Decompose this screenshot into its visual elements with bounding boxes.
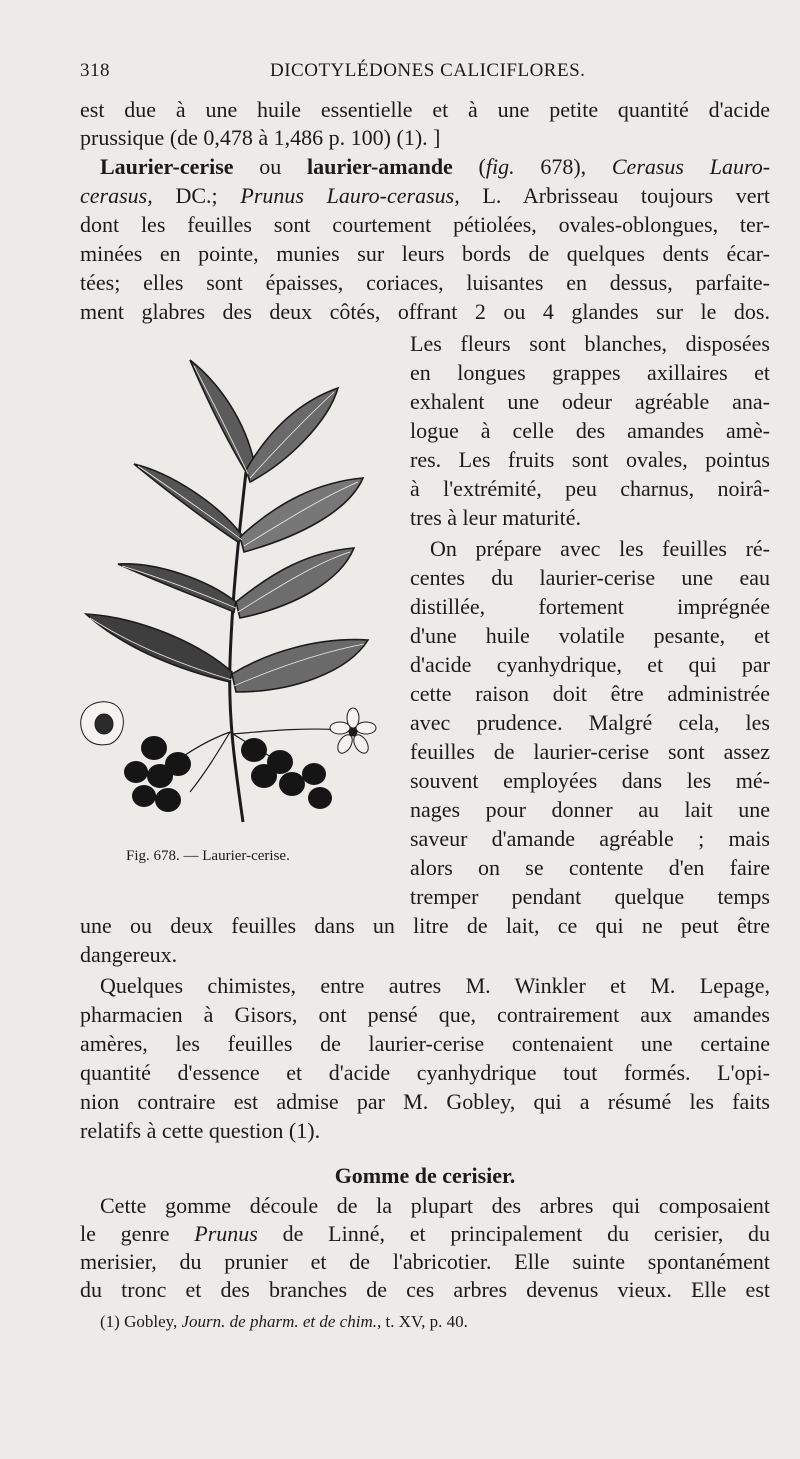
text-line: une ou deux feuilles dans un litre de lait, ce qui ne peut être (80, 913, 770, 938)
species-name: Laurier-cerise (100, 154, 234, 179)
text-line: amères, les feuilles de laurier-cerise contenaient une certaine (80, 1031, 770, 1056)
text-line: Les fleurs sont blanches, disposées (410, 331, 770, 356)
text-line: ment glabres des deux côtés, offrant 2 ou 4 glandes sur le dos. (80, 299, 770, 324)
text-line: tres à leur maturité. (410, 505, 582, 530)
text-line: Quelques chimistes, entre autres M. Winkler et M. Lepage, (100, 973, 770, 998)
text-line: exhalent une odeur agréable ana- (410, 389, 770, 414)
text-line: logue à celle des amandes amè- (410, 418, 770, 443)
text-line: d'acide cyanhydrique, et qui par (410, 652, 770, 677)
text-line: On prépare avec les feuilles ré- (430, 536, 770, 561)
text-line: nages pour donner au lait une (410, 797, 770, 822)
text-line: centes du laurier-cerise une eau (410, 565, 770, 590)
text-line: à l'extrémité, peu charnus, noirâ- (410, 476, 770, 501)
text-line: en longues grappes axillaires et (410, 360, 770, 385)
laurel-cherry-illustration (78, 352, 378, 842)
text-line: tées; elles sont épaisses, coriaces, luisantes en dessus, parfaite- (80, 270, 770, 295)
text-line: prussique (de 0,478 à 1,486 p. 100) (1). ] (80, 125, 441, 150)
text-line: nion contraire est admise par M. Gobley, qui a résumé les faits (80, 1089, 770, 1114)
text-line: merisier, du prunier et de l'abricotier. Elle suinte spontanément (80, 1249, 770, 1274)
text-line: Cette gomme découle de la plupart des arbres qui composaient (100, 1193, 770, 1218)
text-line: cerasus, DC.; Prunus Lauro-cerasus, L. Arbrisseau toujours vert (80, 183, 770, 208)
footnote: (1) Gobley, Journ. de pharm. et de chim., t. XV, p. 40. (100, 1312, 468, 1331)
text-line: Laurier-cerise ou laurier-amande (fig. 678), Cerasus Lauro- (100, 154, 771, 179)
text-line: du tronc et des branches de ces arbres devenus vieux. Elle est (80, 1277, 770, 1302)
text-line: alors on se contente d'en faire (410, 855, 770, 880)
text-line: souvent employées dans les mé- (410, 768, 770, 793)
text-line: saveur d'amande agréable ; mais (410, 826, 770, 851)
figure-caption: Fig. 678. — Laurier-cerise. (126, 848, 290, 864)
text-line: tremper pendant quelque temps (410, 884, 770, 909)
text-line: distillée, fortement imprégnée (410, 594, 770, 619)
page-header (80, 56, 770, 86)
text-line: est due à une huile essentielle et à une petite quantité d'acide (80, 97, 770, 122)
text-line: pharmacien à Gisors, ont pensé que, contrairement aux amandes (80, 1002, 770, 1027)
text-line: d'une huile volatile pesante, et (410, 623, 770, 648)
text-line: dangereux. (80, 942, 178, 967)
text-line: res. Les fruits sont ovales, pointus (410, 447, 770, 472)
running-title: DICOTYLÉDONES CALICIFLORES. (270, 60, 586, 81)
species-name-alt: laurier-amande (307, 154, 453, 179)
page-number: 318 (80, 60, 110, 81)
text-line: dont les feuilles sont courtement pétiolées, ovales-oblongues, ter- (80, 212, 770, 237)
text-line: feuilles de laurier-cerise sont assez (410, 739, 770, 764)
text-line: quantité d'essence et d'acide cyanhydrique tout formés. L'opi- (80, 1060, 770, 1085)
section-heading: Gomme de cerisier. (334, 1163, 516, 1188)
text-line: avec prudence. Malgré cela, les (410, 710, 770, 735)
text-line: le genre Prunus de Linné, et principalement du cerisier, du (80, 1221, 770, 1246)
text-line: relatifs à cette question (1). (80, 1118, 321, 1143)
text-line: cette raison doit être administrée (410, 681, 770, 706)
text-line: minées en pointe, munies sur leurs bords de quelques dents écar- (80, 241, 770, 266)
